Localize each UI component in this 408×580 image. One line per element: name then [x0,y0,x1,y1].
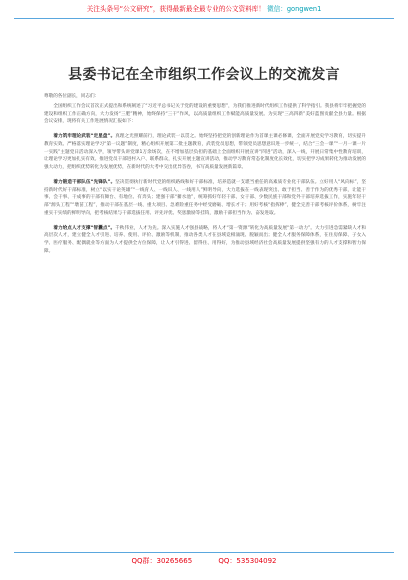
section-1-heading: 着力筑牢理论武装“定星盘”。 [53,134,116,139]
document-body [44,93,366,256]
promo-banner [0,5,408,14]
page-footer [0,556,408,566]
section-2-paragraph [44,179,366,218]
greeting-paragraph: 尊敬的各位副长，同志们： [44,94,100,99]
section-3-paragraph [44,225,366,256]
footer-divider [14,552,394,553]
banner-text-promo: 关注头条号“公文研究”，获得最新最全最专业的公文资料库！ [86,5,265,13]
section-3-heading: 着力给点人才支撑“智囊点”。 [53,225,116,231]
section-1-paragraph [44,133,366,172]
banner-text-wechat: 微信：gongwen1 [267,5,322,13]
section-2-heading: 着力锻造干部队伍“先锋队”。 [53,179,116,185]
section-3-body: 千秋伟业，人才为先。深入实施人才强县战略，将人才“第一资源”转化为高质量发展“第一动力”。大力引进急需紧缺人才和高层次人才，建立健全人才引进、培养、使用、评价、激励等机制，推动各类人才在县域竞相涌现、脱颖而出；健全人才服务保障体系，在住房保障、子女入学、医疗服务、配偶就业等方面为人才提供全方位保障，让人才引得进、留得住、用得好，为推动县域经济社会高质量发展提供坚强有力的人才支撑和智力保障。 [44,225,366,254]
header-divider [14,18,394,19]
section-1-body: 真理之光照耀前行，理论武装一以贯之。始终坚持把党的创新理论作为首课主课必修课，全面开展党史学习教育，切实提升教育实效。严格落实理论学习“第一议题”制度，精心组织开展第二批主题教育，武装党员思想，带领党员思想意识进一步统一，结合“三会一课”“一月一课一片一实践”主题党日活动深入学，领导带头讲党课1万余场次，在不增加基层负担的基础上全面组织开展宣讲“四进”活动，深入一线，开展日常集中性教育培训，让理论学习更加扎实有效。推进党员干部进村入户、联系群众，扎实开展主题宣讲活动，推动学习教育常态化制度化长效化，切实把学习成果转化为推动发展的强大动力，把组织优势转化为发展优势，在新时代的大考中交出优异答卷，书写高质量发展新篇章。 [44,134,366,170]
intro-paragraph: 全国组织工作会议首次正式提出和系统阐述了“习近平总书记关于党的建设的重要思想”，为我们推进新时代组织工作提供了科学指引。我县将牢牢把握党的建设和组织工作正确方向，大力发扬“三肥”精神，始终保持“三干”作风，以高质量组织工作赋能高质量发展。为实现“三高四新”美好蓝图贡献全县力量。根据会议安排，现将有关工作进展情况汇报如下： [44,103,366,125]
footer-qq-group: QQ群：30265665 [131,557,193,565]
footer-qq-contact: QQ：535304092 [218,557,277,565]
section-2-body: 坚决贯彻执行新时代党的组织路线和好干部标准，培养造就一支堪当重任的高素质专业化干部队伍。立好用人“风向标”，坚持新时代好干部标准，树立“以实干论英雄”“一线育人、一线识人、一线用人”鲜明导向，大力选拔在一线表现突出、敢于担当、善于作为的优秀干部，让能干事、会干事、干成事的干部有舞台、有地位、有奔头；建强干部“蓄水池”，统筹抓好年轻干部、女干部、少数民族干部和党外干部培养选拔工作，实施年轻干部“源头工程”“墩苗工程”，推动干部在基层一线、重大项目、急难险重任务中经受磨砺、增长才干；用好考核“指挥棒”，健全完善干部考核评价体系，树牢注重实干实绩的鲜明导向，把考核结果与干部选拔任用、评先评优、奖惩激励等挂钩，激励干部担当作为、奋发进取。 [44,179,366,216]
document-title: 县委书记在全市组织工作会议上的交流发言 [68,67,340,83]
